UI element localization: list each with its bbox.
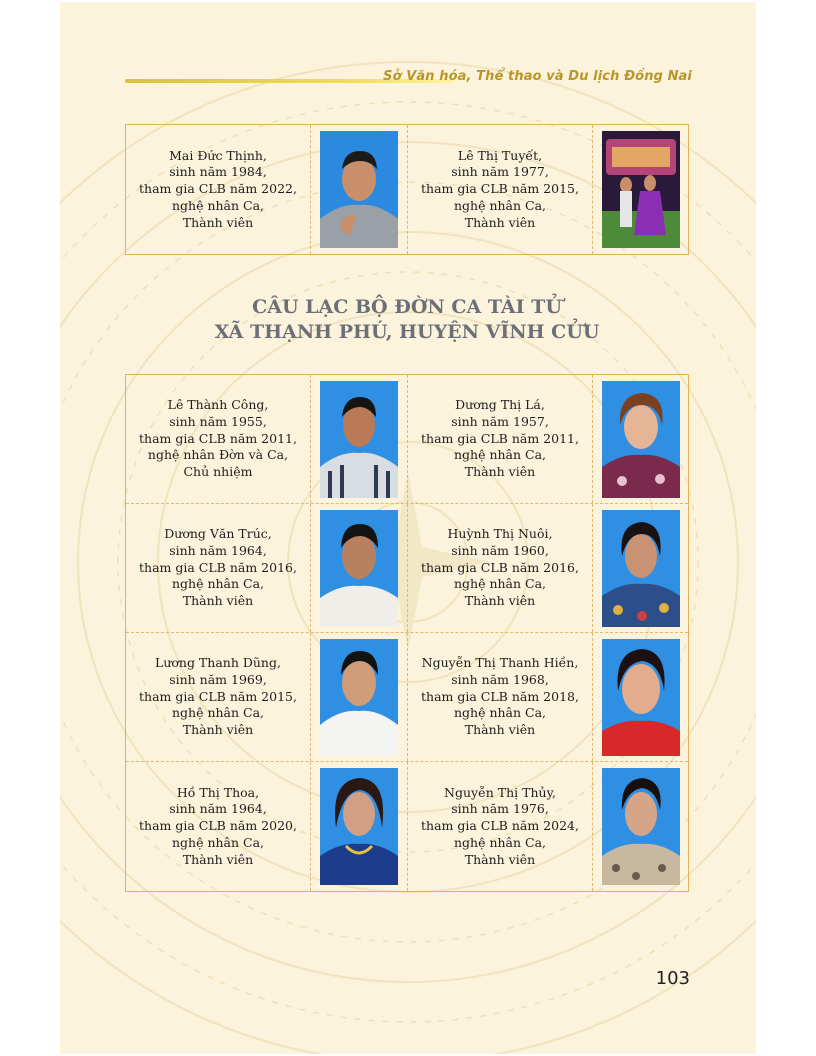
member-cell xyxy=(408,633,688,761)
member-born: sinh năm 1969, xyxy=(169,671,267,687)
member-role: nghệ nhân Ca, xyxy=(171,576,265,592)
member-photo xyxy=(320,639,398,756)
member-born: sinh năm 1960, xyxy=(451,542,549,558)
member-photo xyxy=(602,639,680,756)
table-row xyxy=(126,762,688,891)
member-info xyxy=(126,375,311,503)
member-name: Huỳnh Thị Nuôi, xyxy=(447,526,553,542)
table-row xyxy=(126,504,688,633)
member-photo xyxy=(320,131,398,248)
member-info xyxy=(408,375,593,503)
member-cell xyxy=(126,762,408,891)
member-name: Lê Thành Công, xyxy=(167,397,269,413)
member-joined: tham gia CLB năm 2020, xyxy=(139,818,297,834)
member-cell xyxy=(126,633,408,761)
member-name: Nguyễn Thị Thanh Hiền, xyxy=(421,655,579,671)
section-title xyxy=(125,295,689,345)
section-title-line1: CÂU LẠC BỘ ĐỜN CA TÀI TỬ xyxy=(252,296,562,318)
member-born: sinh năm 1968, xyxy=(451,671,549,687)
member-role: nghệ nhân Ca, xyxy=(171,705,265,721)
member-position: Thành viên xyxy=(464,593,536,609)
member-role: nghệ nhân Ca, xyxy=(453,576,547,592)
member-position: Thành viên xyxy=(464,464,536,480)
table-row xyxy=(126,633,688,762)
member-born: sinh năm 1976, xyxy=(451,801,549,817)
member-photo xyxy=(602,381,680,498)
member-name: Dương Văn Trúc, xyxy=(164,526,272,542)
member-name: Lê Thị Tuyết, xyxy=(457,147,543,163)
member-photo xyxy=(602,131,680,248)
member-born: sinh năm 1977, xyxy=(451,164,549,180)
member-joined: tham gia CLB năm 2015, xyxy=(421,181,579,197)
page xyxy=(60,2,756,1054)
page-number: 103 xyxy=(655,968,690,989)
member-born: sinh năm 1984, xyxy=(169,164,267,180)
member-photo xyxy=(602,510,680,627)
member-name: Dương Thị Lá, xyxy=(455,397,545,413)
member-born: sinh năm 1964, xyxy=(169,542,267,558)
member-info xyxy=(408,125,593,254)
table-row xyxy=(126,125,688,254)
member-joined: tham gia CLB năm 2022, xyxy=(139,181,297,197)
member-position: Chủ nhiệm xyxy=(183,464,253,480)
member-info xyxy=(126,504,311,632)
member-joined: tham gia CLB năm 2016, xyxy=(139,559,297,575)
table-row xyxy=(126,375,688,504)
member-joined: tham gia CLB năm 2015, xyxy=(139,688,297,704)
member-name: Hồ Thị Thoa, xyxy=(176,784,260,800)
member-cell xyxy=(408,375,688,503)
member-role: nghệ nhân Ca, xyxy=(453,447,547,463)
member-joined: tham gia CLB năm 2011, xyxy=(421,430,579,446)
member-cell xyxy=(408,762,688,891)
member-cell xyxy=(126,504,408,632)
member-photo xyxy=(320,768,398,885)
member-cell xyxy=(126,125,408,254)
header-publisher: Sở Văn hóa, Thể thao và Du lịch Đồng Nai xyxy=(383,69,692,84)
member-info xyxy=(126,633,311,761)
member-role: nghệ nhân Ca, xyxy=(453,834,547,850)
member-joined: tham gia CLB năm 2011, xyxy=(139,430,297,446)
member-position: Thành viên xyxy=(182,722,254,738)
member-position: Thành viên xyxy=(464,851,536,867)
member-position: Thành viên xyxy=(182,851,254,867)
member-cell xyxy=(126,375,408,503)
member-position: Thành viên xyxy=(464,214,536,230)
member-born: sinh năm 1957, xyxy=(451,413,549,429)
section-title-line2: XÃ THẠNH PHÚ, HUYỆN VĨNH CỬU xyxy=(214,321,600,343)
member-role: nghệ nhân Ca, xyxy=(453,705,547,721)
member-info xyxy=(126,762,311,891)
member-position: Thành viên xyxy=(464,722,536,738)
top-member-table xyxy=(125,124,689,255)
member-role: nghệ nhân Ca, xyxy=(171,197,265,213)
member-cell xyxy=(408,504,688,632)
member-born: sinh năm 1955, xyxy=(169,413,267,429)
member-info xyxy=(408,633,593,761)
member-cell xyxy=(408,125,688,254)
member-name: Lương Thanh Dũng, xyxy=(155,655,281,671)
member-joined: tham gia CLB năm 2016, xyxy=(421,559,579,575)
member-role: nghệ nhân Đờn và Ca, xyxy=(147,447,289,463)
member-joined: tham gia CLB năm 2018, xyxy=(421,688,579,704)
member-name: Mai Đức Thịnh, xyxy=(169,147,267,163)
member-info xyxy=(126,125,311,254)
member-photo xyxy=(320,510,398,627)
member-position: Thành viên xyxy=(182,593,254,609)
member-name: Nguyễn Thị Thủy, xyxy=(444,784,556,800)
member-joined: tham gia CLB năm 2024, xyxy=(421,818,579,834)
member-position: Thành viên xyxy=(182,214,254,230)
member-table xyxy=(125,374,689,892)
member-role: nghệ nhân Ca, xyxy=(171,834,265,850)
member-info xyxy=(408,504,593,632)
member-photo xyxy=(320,381,398,498)
member-born: sinh năm 1964, xyxy=(169,801,267,817)
member-role: nghệ nhân Ca, xyxy=(453,197,547,213)
member-photo xyxy=(602,768,680,885)
member-info xyxy=(408,762,593,891)
